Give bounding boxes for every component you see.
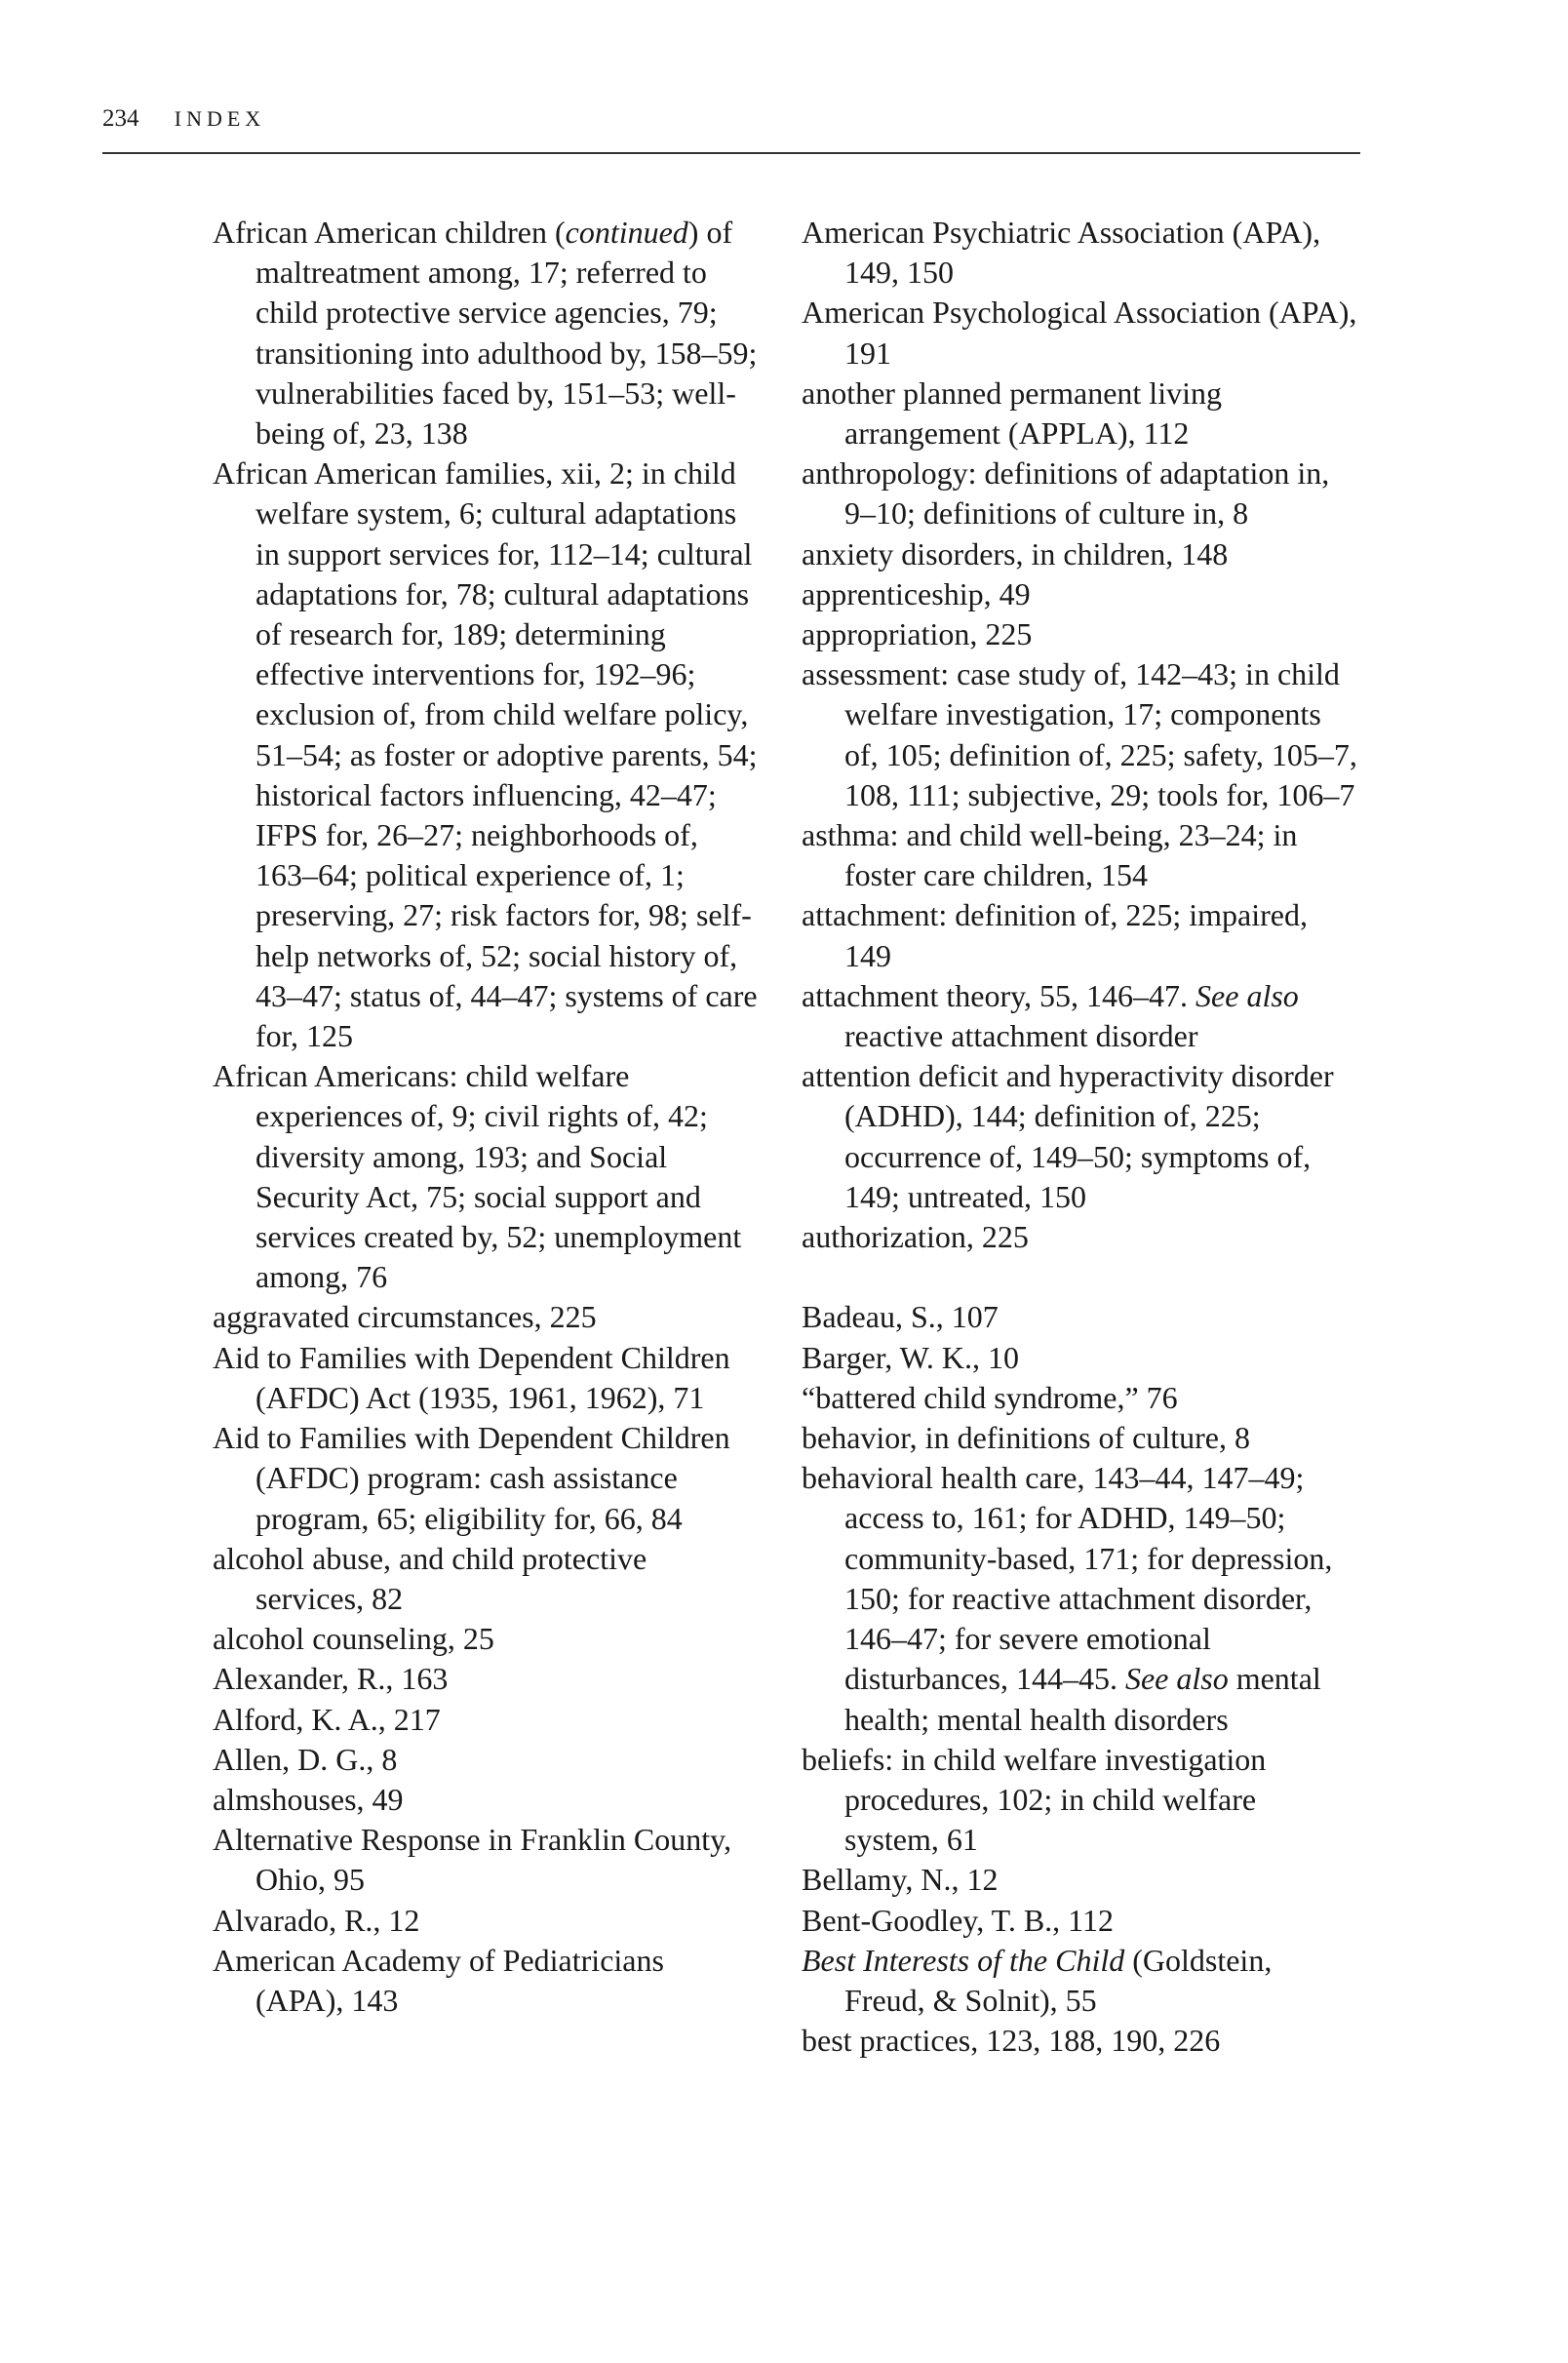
index-entry: American Academy of Pediatricians (APA), 143 (213, 1942, 664, 2018)
index-entry: Alvarado, R., 12 (213, 1902, 420, 1938)
index-entry: Allen, D. G., 8 (213, 1741, 398, 1777)
index-entry: Bent-Goodley, T. B., 112 (802, 1902, 1114, 1938)
index-entry: Alternative Response in Franklin County, Ohio, 95 (213, 1822, 732, 1898)
index-column-right (802, 213, 1357, 2061)
index-entry: behavioral health care, 143–44, 147–49; access to, 161; for ADHD, 149–50; community-based, 171; for depression, 150; for reactive attachment disorder, 146–47; for severe emotional disturbances, 144–45. See also mental health; mental health disorders (802, 1460, 1333, 1737)
index-entry: authorization, 225 (802, 1219, 1029, 1255)
section-title: INDEX (174, 106, 266, 131)
index-entry: alcohol counseling, 25 (213, 1621, 494, 1657)
index-entry: African Americans: child welfare experiences of, 9; civil rights of, 42; diversity among, 193; and Social Security Act, 75; social support and services created by, 52; unemployment among, 76 (213, 1058, 742, 1295)
index-entry: African American children (continued) of maltreatment among, 17; referred to child protective service agencies, 79; transitioning into adulthood by, 158–59; vulnerabilities faced by, 151–53; well-being of, 23, 138 (213, 215, 758, 452)
index-entry: alcohol abuse, and child protective services, 82 (213, 1540, 647, 1616)
index-entry: attachment theory, 55, 146–47. See also reactive attachment disorder (802, 977, 1299, 1054)
index-entry: anxiety disorders, in children, 148 (802, 535, 1229, 571)
index-entry: aggravated circumstances, 225 (213, 1299, 597, 1335)
index-entry: apprenticeship, 49 (802, 575, 1031, 611)
index-entry: attention deficit and hyperactivity disorder (ADHD), 144; definition of, 225; occurrence of, 149–50; symptoms of, 149; untreated, 150 (802, 1058, 1334, 1214)
page-number: 234 (102, 105, 139, 132)
index-entry: Alford, K. A., 217 (213, 1701, 441, 1737)
index-entry: Best Interests of the Child (Goldstein, Freud, & Solnit), 55 (802, 1942, 1273, 2018)
index-entry: Alexander, R., 163 (213, 1661, 449, 1697)
letter-group-gap (802, 1257, 1357, 1297)
index-entry: Bellamy, N., 12 (802, 1862, 999, 1898)
index-entry: almshouses, 49 (213, 1781, 404, 1817)
index-entry: attachment: definition of, 225; impaired, 149 (802, 897, 1308, 973)
index-entry: American Psychological Association (APA), 191 (802, 295, 1357, 371)
index-entry: beliefs: in child welfare investigation procedures, 102; in child welfare system, 61 (802, 1741, 1267, 1858)
index-entry: “battered child syndrome,” 76 (802, 1379, 1178, 1415)
index-entry: asthma: and child well-being, 23–24; in foster care children, 154 (802, 817, 1298, 893)
index-entry: another planned permanent living arrangement (APPLA), 112 (802, 374, 1222, 452)
index-entry: appropriation, 225 (802, 616, 1033, 652)
index-entry: American Psychiatric Association (APA), 149, 150 (802, 215, 1321, 291)
index-entry: best practices, 123, 188, 190, 226 (802, 2023, 1221, 2059)
index-entry: assessment: case study of, 142–43; in child welfare investigation, 17; components of, 105; definition of, 225; safety, 105–7, 108, 111; subjective, 29; tools for, 106–7 (802, 656, 1357, 812)
index-entry: African American families, xii, 2; in child welfare system, 6; cultural adaptations in support services for, 112–14; cultural adaptations for, 78; cultural adaptations of research for, 189; determining effective interventions for, 192–96; exclusion of, from child welfare policy, 51–54; as foster or adoptive parents, 54; historical factors influencing, 42–47; IFPS for, 26–27; neighborhoods of, 163–64; political experience of, 1; preserving, 27; risk factors for, 98; self-help networks of, 52; social history of, 43–47; status of, 44–47; systems of care for, 125 (213, 455, 758, 1054)
index-entry: behavior, in definitions of culture, 8 (802, 1420, 1250, 1456)
running-head (102, 98, 1360, 154)
index-entry: Badeau, S., 107 (802, 1299, 999, 1335)
index-entry: Barger, W. K., 10 (802, 1339, 1019, 1375)
index-entry: Aid to Families with Dependent Children (AFDC) Act (1935, 1961, 1962), 71 (213, 1339, 730, 1415)
index-column-left (213, 213, 759, 2021)
index-entry: Aid to Families with Dependent Children (AFDC) program: cash assistance program, 65; eligibility for, 66, 84 (213, 1420, 730, 1536)
index-entry: anthropology: definitions of adaptation in, 9–10; definitions of culture in, 8 (802, 455, 1330, 532)
